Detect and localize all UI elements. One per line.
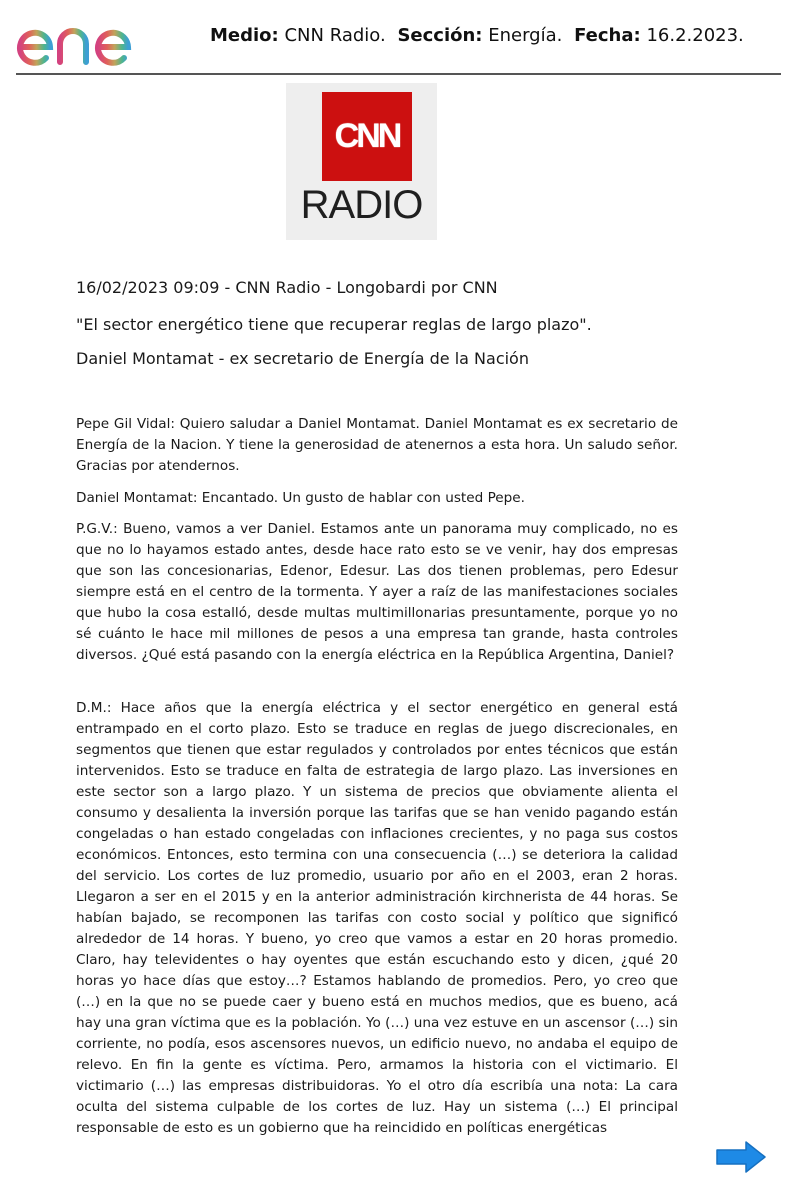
article-headline: "El sector energético tiene que recuperar reglas de largo plazo". <box>76 315 592 334</box>
seccion-value: Energía. <box>488 25 563 46</box>
medio-value: CNN Radio. <box>284 25 386 46</box>
page-header <box>0 0 800 76</box>
paragraph-1: Pepe Gil Vidal: Quiero saludar a Daniel Montamat. Daniel Montamat es ex secretario de Energía de la Nacion. Y tiene la generosidad de atenernos a esta hora. Un saludo señor. Gracias por atendernos. <box>76 416 678 474</box>
article-subtitle: Daniel Montamat - ex secretario de Energía de la Nación <box>76 349 529 368</box>
article-dateline: 16/02/2023 09:09 - CNN Radio - Longobardi por CNN <box>76 278 498 297</box>
enel-logo <box>16 14 170 66</box>
header-divider <box>16 73 781 75</box>
fecha-value: 16.2.2023. <box>646 25 744 46</box>
fecha-label: Fecha: <box>574 25 641 46</box>
paragraph-2: Daniel Montamat: Encantado. Un gusto de hablar con usted Pepe. <box>76 490 525 506</box>
radio-logo-text: RADIO <box>300 183 423 227</box>
cnn-logo-badge <box>322 92 412 181</box>
medio-label: Medio: <box>210 25 279 46</box>
header-meta <box>210 25 744 46</box>
cnn-logo-text: CNN <box>334 117 400 155</box>
seccion-label: Sección: <box>397 25 483 46</box>
next-page-arrow-icon[interactable] <box>714 1139 768 1175</box>
cnn-radio-logo <box>286 83 437 240</box>
paragraph-3: P.G.V.: Bueno, vamos a ver Daniel. Estamos ante un panorama muy complicado, no es que no lo hayamos estado antes, desde hace rato esto se ve venir, hay dos empresas que son las concesionarias, Edenor, Edesur. Las dos tienen problemas, pero Edesur siempre está en el centro de la tormenta. Y ayer a raíz de las manifestaciones sociales que hubo la cosa estalló, desde multas multimillonarias presuntamente, porque yo no sé cuánto le hace mil millones de pesos a una empresa tan grande, hasta controles diversos. ¿Qué está pasando con la energía eléctrica en la República Argentina, Daniel? <box>76 521 678 663</box>
paragraph-4: D.M.: Hace años que la energía eléctrica y el sector energético en general está entrampado en el corto plazo. Esto se traduce en reglas de juego discrecionales, en segmentos que tienen que estar regulados y controlados por entes técnicos que están intervenidos. Esto se traduce en falta de estrategia de largo plazo. Las inversiones en este sector son a largo plazo. Y un sistema de precios que obviamente alienta el consumo y desalienta la inversión porque las tarifas que se han venido pagando están congeladas o han estado congeladas con inflaciones crecientes, y no paga sus costos económicos. Entonces, esto termina con una consecuencia (…) se deteriora la calidad del servicio. Los cortes de luz promedio, usuario por año en el 2003, eran 2 horas. Llegaron a ser en el 2015 y en la anterior administración kirchnerista de 44 horas. Se habían bajado, se recomponen las tarifas con costo social y político que significó alrededor de 14 horas. Y bueno, yo creo que vamos a estar en 20 horas promedio. Claro, hay televidentes o hay oyentes que están escuchando esto y dicen, ¿qué 20 horas yo hace días que estoy…? Estamos hablando de promedios. Pero, yo creo que (…) en la que no se puede caer y bueno está en muchos medios, que es bueno, acá hay una gran víctima que es la población. Yo (…) una vez estuve en un ascensor (…) sin corriente, no podía, esos ascensores nuevos, un edificio nuevo, no andaba el equipo de relevo. En fin la gente es víctima. Pero, armamos la historia con el victimario. El victimario (…) las empresas distribuidoras. Yo el otro día escribía una nota: La cara oculta del sistema culpable de los cortes de luz. Hay un sistema (…) El principal responsable de esto es un gobierno que ha reincidido en políticas energéticas <box>76 700 678 1136</box>
